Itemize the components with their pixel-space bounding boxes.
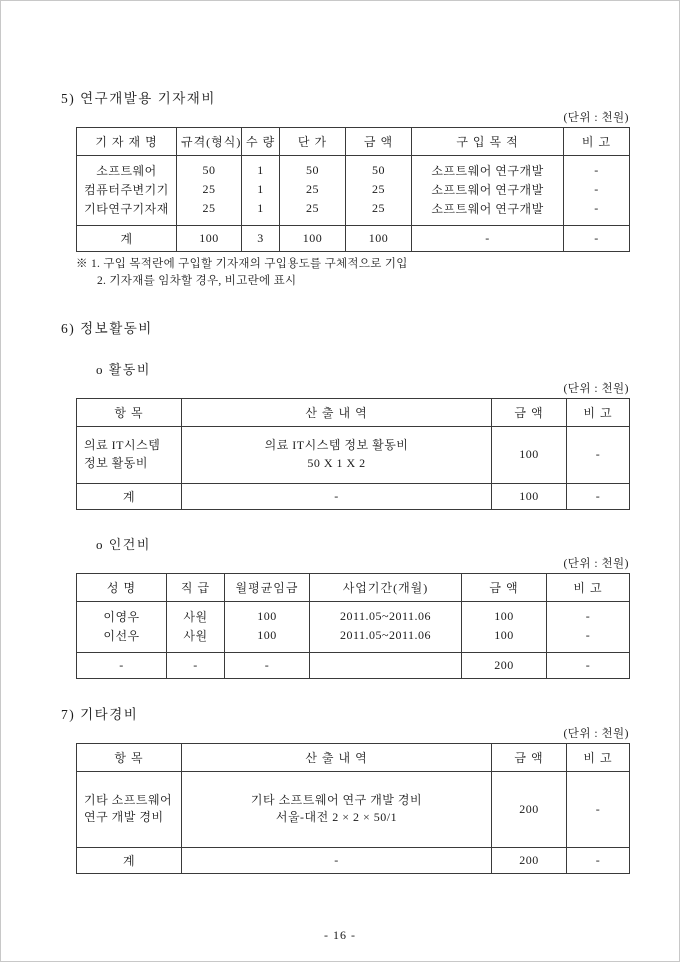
col-header-item: 항 목 <box>114 405 144 420</box>
table-cell: 2011.05~2011.06 <box>310 601 462 626</box>
labor-unit-note: (단위 : 천원) <box>563 557 629 570</box>
page-number: - 16 - <box>324 928 356 942</box>
table-cell: 50 <box>346 156 412 181</box>
labor-cost-table <box>76 573 630 679</box>
table-cell: - <box>564 156 630 181</box>
item-line: 기타 소프트웨어 <box>84 792 173 807</box>
calculation-cell <box>182 771 492 847</box>
col-header-name: 성 명 <box>106 580 137 595</box>
total-cell: - <box>182 847 492 873</box>
item-line: 정보 활동비 <box>84 455 148 470</box>
table-cell: 소프트웨어 연구개발 <box>412 199 564 226</box>
total-cell: - <box>225 652 310 678</box>
col-header-item: 항 목 <box>114 750 144 765</box>
remarks-cell: - <box>567 771 630 847</box>
table-cell: 25 <box>346 180 412 199</box>
document-content <box>1 1 679 874</box>
table-cell: 소프트웨어 <box>96 164 157 178</box>
activity-table-header-row <box>77 398 630 426</box>
total-cell: 100 <box>177 226 242 252</box>
subsection-activity-label: o 활동비 <box>96 361 151 377</box>
total-cell: 200 <box>492 847 567 873</box>
remarks-cell: - <box>567 426 630 483</box>
other-expenses-total-row <box>77 847 630 873</box>
table-row <box>77 156 630 181</box>
col-header-spec: 규격(형식) <box>177 128 242 156</box>
table-cell: 50 <box>280 156 346 181</box>
item-cell <box>77 426 182 483</box>
total-cell: 100 <box>492 483 567 509</box>
col-header-project-period: 사업기간(개월) <box>310 573 462 601</box>
table-cell: 이영우 <box>103 609 140 624</box>
col-header-item-name: 기 자 재 명 <box>95 135 158 149</box>
labor-table-total-row <box>77 652 630 678</box>
section-5-unit-note: (단위 : 천원) <box>563 112 629 124</box>
other-expenses-table <box>76 743 630 874</box>
footnote-1: ※ 1. 구입 목적란에 구입할 기자재의 구입용도를 구체적으로 기입 <box>76 258 408 270</box>
col-header-remarks: 비 고 <box>567 743 630 771</box>
total-cell: 100 <box>280 226 346 252</box>
table-cell: 100 <box>225 626 310 653</box>
table-cell: 2011.05~2011.06 <box>310 626 462 653</box>
col-header-unit-price: 단 가 <box>280 128 346 156</box>
col-header-amount: 금 액 <box>462 573 547 601</box>
total-cell: 3 <box>242 226 280 252</box>
table-cell: 25 <box>280 180 346 199</box>
col-header-amount: 금 액 <box>346 128 412 156</box>
table-cell: 100 <box>225 601 310 626</box>
calc-line: 서울-대전 2 × 2 × 50/1 <box>275 810 398 824</box>
col-header-amount: 금 액 <box>492 743 567 771</box>
table-cell: 100 <box>462 601 547 626</box>
table-cell: 25 <box>346 199 412 226</box>
table-cell: 1 <box>242 199 280 226</box>
table-cell: 사원 <box>167 601 225 626</box>
table-cell: 1 <box>242 180 280 199</box>
labor-table-header-row <box>77 573 630 601</box>
total-cell: - <box>567 847 630 873</box>
col-header-position: 직 급 <box>167 573 225 601</box>
activity-table-total-row <box>77 483 630 509</box>
activity-cost-table <box>76 398 630 510</box>
table-row <box>77 180 630 199</box>
section-7-title: 7) 기타경비 <box>61 706 139 722</box>
amount-cell: 200 <box>492 771 567 847</box>
col-header-calculation: 산 출 내 역 <box>182 743 492 771</box>
table-cell: - <box>547 626 630 653</box>
table-row <box>77 771 630 847</box>
col-header-qty: 수 량 <box>242 128 280 156</box>
table-cell: - <box>564 180 630 199</box>
col-header-remarks: 비 고 <box>547 573 630 601</box>
table-cell: 50 <box>177 156 242 181</box>
table-row <box>77 199 630 226</box>
total-cell: 100 <box>346 226 412 252</box>
total-cell: 200 <box>462 652 547 678</box>
table-cell: 1 <box>242 156 280 181</box>
col-header-amount: 금 액 <box>492 398 567 426</box>
footnotes <box>76 256 629 291</box>
table-cell: 이선우 <box>103 628 140 643</box>
amount-cell: 100 <box>492 426 567 483</box>
table-cell: 기타연구기자재 <box>84 202 169 216</box>
table-cell: - <box>547 601 630 626</box>
total-cell: - <box>567 483 630 509</box>
col-header-monthly-wage: 월평균임금 <box>225 573 310 601</box>
footnote-2: 2. 기자재를 임차할 경우, 비고란에 표시 <box>97 275 297 288</box>
total-cell: 계 <box>120 232 133 246</box>
total-cell: - <box>412 226 564 252</box>
table-row <box>77 626 630 653</box>
section-7-unit-note: (단위 : 천원) <box>563 727 629 740</box>
table-cell: 소프트웨어 연구개발 <box>412 180 564 199</box>
equipment-table-header-row <box>77 128 630 156</box>
item-line: 의료 IT시스템 <box>84 438 161 453</box>
col-header-remarks: 비 고 <box>567 398 630 426</box>
item-line: 연구 개발 경비 <box>84 810 164 824</box>
calc-line: 50 X 1 X 2 <box>307 455 366 470</box>
col-header-remarks: 비 고 <box>564 128 630 156</box>
subsection-labor-label: o 인건비 <box>96 536 151 552</box>
total-cell: - <box>564 226 630 252</box>
table-cell: 100 <box>462 626 547 653</box>
table-cell: 사원 <box>167 626 225 653</box>
total-cell: - <box>167 652 225 678</box>
table-cell: 25 <box>280 199 346 226</box>
col-header-calculation: 산 출 내 역 <box>182 398 492 426</box>
total-cell <box>310 652 462 678</box>
total-cell: - <box>547 652 630 678</box>
total-cell: 계 <box>122 489 136 504</box>
activity-unit-note: (단위 : 천원) <box>563 382 629 395</box>
section-6-title: 6) 정보활동비 <box>61 320 153 336</box>
calc-line: 의료 IT시스템 정보 활동비 <box>264 438 409 453</box>
calc-line: 기타 소프트웨어 연구 개발 경비 <box>250 792 423 807</box>
total-cell: - <box>119 657 124 672</box>
total-cell: 계 <box>122 853 136 868</box>
other-expenses-header-row <box>77 743 630 771</box>
table-cell: 컴퓨터주변기기 <box>84 183 169 197</box>
table-cell: 소프트웨어 연구개발 <box>412 156 564 181</box>
calculation-cell <box>182 426 492 483</box>
equipment-table <box>76 127 630 252</box>
equipment-table-total-row <box>77 226 630 252</box>
table-cell: 25 <box>177 180 242 199</box>
table-row <box>77 426 630 483</box>
item-cell <box>77 771 182 847</box>
table-cell: 25 <box>177 199 242 226</box>
total-cell: - <box>182 483 492 509</box>
table-cell: - <box>564 199 630 226</box>
table-row <box>77 601 630 626</box>
section-5-title: 5) 연구개발용 기자재비 <box>61 91 216 106</box>
col-header-purpose: 구 입 목 적 <box>412 128 564 156</box>
